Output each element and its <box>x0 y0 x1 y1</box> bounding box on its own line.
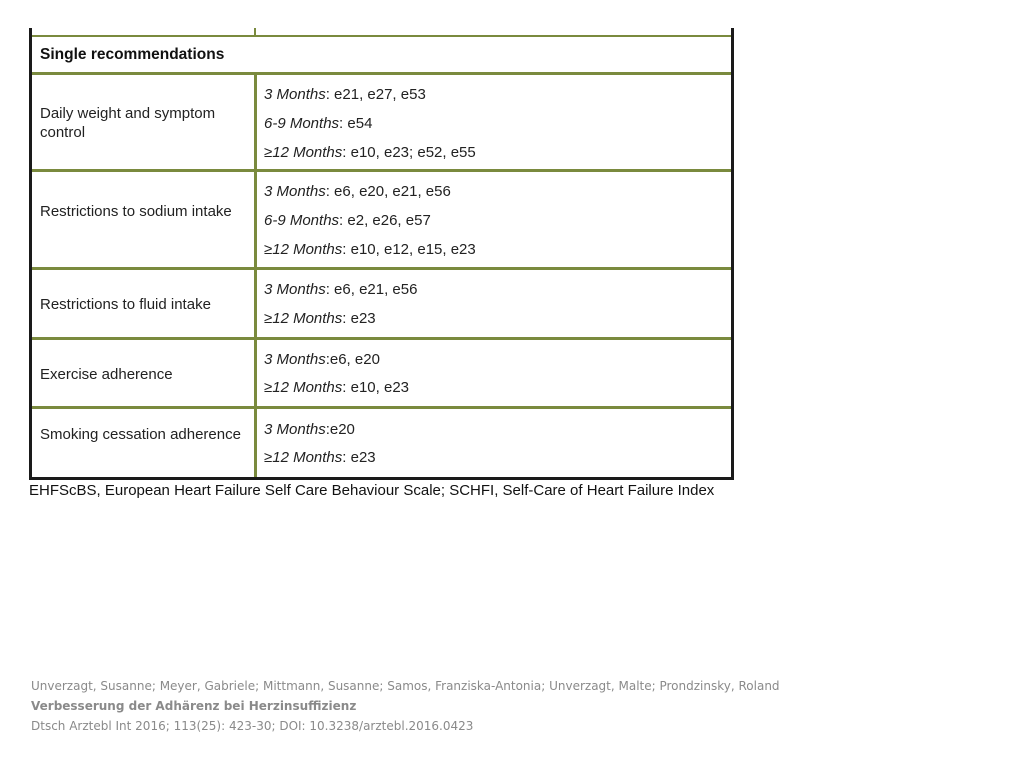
entry-refs: e54 <box>347 115 373 132</box>
entry-line <box>264 351 380 368</box>
entry-period: 3 Months <box>264 183 326 200</box>
entry-period: 6-9 Months <box>264 212 340 229</box>
row-label: Exercise adherence <box>40 366 173 383</box>
entry-period: 3 Months <box>264 86 326 103</box>
entry-separator: : <box>325 86 335 103</box>
table-header: Single recommendations <box>40 46 225 63</box>
entry-period: 3 Months <box>264 281 326 298</box>
entry-refs: e10, e23; e52, e55 <box>350 144 476 161</box>
entry-refs: e10, e23 <box>350 379 410 396</box>
entry-refs: e6, e20, e21, e56 <box>334 183 451 200</box>
row-label: Restrictions to fluid intake <box>40 296 211 313</box>
entry-refs: e20 <box>329 421 355 438</box>
row-label: Restrictions to sodium intake <box>40 203 232 220</box>
table-row <box>32 270 731 340</box>
entry-separator: : <box>325 281 335 298</box>
entry-line <box>264 379 409 396</box>
footer-citation: Dtsch Arztebl Int 2016; 113(25): 423-30; DOI: 10.3238/arztebl.2016.0423 <box>31 719 474 733</box>
recommendations-table <box>29 28 734 480</box>
entry-period: ≥12 Months <box>264 449 343 466</box>
row-label: Daily weight and symptom control <box>40 105 216 141</box>
entry-period: 6-9 Months <box>264 115 340 132</box>
entry-line <box>264 144 476 161</box>
entry-line <box>264 281 417 298</box>
footer-authors: Unverzagt, Susanne; Meyer, Gabriele; Mittmann, Susanne; Samos, Franziska-Antonia; Unverzagt, Malte; Prondzinsky, Roland <box>31 679 780 693</box>
entry-separator: : <box>342 310 351 327</box>
entry-separator: : <box>325 421 330 438</box>
column-divider <box>254 28 256 35</box>
row-label: Smoking cessation adherence <box>40 426 241 443</box>
entry-separator: : <box>339 212 348 229</box>
entry-separator: : <box>342 379 351 396</box>
table-row <box>32 75 731 172</box>
entry-refs: e23 <box>350 310 376 327</box>
entry-line <box>264 183 451 200</box>
entry-line <box>264 421 355 438</box>
table-row <box>32 340 731 409</box>
entry-separator: : <box>339 115 348 132</box>
entry-period: ≥12 Months <box>264 310 343 327</box>
entry-period: 3 Months <box>264 421 326 438</box>
entry-line <box>264 212 431 229</box>
table-row <box>32 409 731 477</box>
entry-period: ≥12 Months <box>264 241 343 258</box>
entry-refs: e6, e21, e56 <box>334 281 418 298</box>
footer-title: Verbesserung der Adhärenz bei Herzinsuffizienz <box>31 699 357 713</box>
entry-line <box>264 115 372 132</box>
entry-separator: : <box>342 241 351 258</box>
entry-period: ≥12 Months <box>264 144 343 161</box>
column-divider <box>254 75 257 169</box>
table-caption: EHFScBS, European Heart Failure Self Care Behaviour Scale; SCHFI, Self-Care of Heart Failure Index <box>29 482 715 499</box>
column-divider <box>254 172 257 267</box>
entry-line <box>264 86 426 103</box>
table-header-row <box>32 37 731 75</box>
entry-refs: e10, e12, e15, e23 <box>350 241 476 258</box>
entry-separator: : <box>325 351 330 368</box>
column-divider <box>254 409 257 477</box>
entry-separator: : <box>342 449 351 466</box>
entry-line <box>264 241 476 258</box>
entry-line <box>264 449 376 466</box>
entry-period: ≥12 Months <box>264 379 343 396</box>
table-row <box>32 172 731 270</box>
entry-refs: e23 <box>350 449 376 466</box>
entry-period: 3 Months <box>264 351 326 368</box>
entry-refs: e21, e27, e53 <box>334 86 426 103</box>
entry-separator: : <box>325 183 335 200</box>
entry-refs: e2, e26, e57 <box>347 212 431 229</box>
entry-separator: : <box>342 144 351 161</box>
column-divider <box>254 340 257 406</box>
table-top-stub <box>32 28 731 37</box>
entry-refs: e6, e20 <box>329 351 380 368</box>
column-divider <box>254 270 257 337</box>
entry-line <box>264 310 376 327</box>
